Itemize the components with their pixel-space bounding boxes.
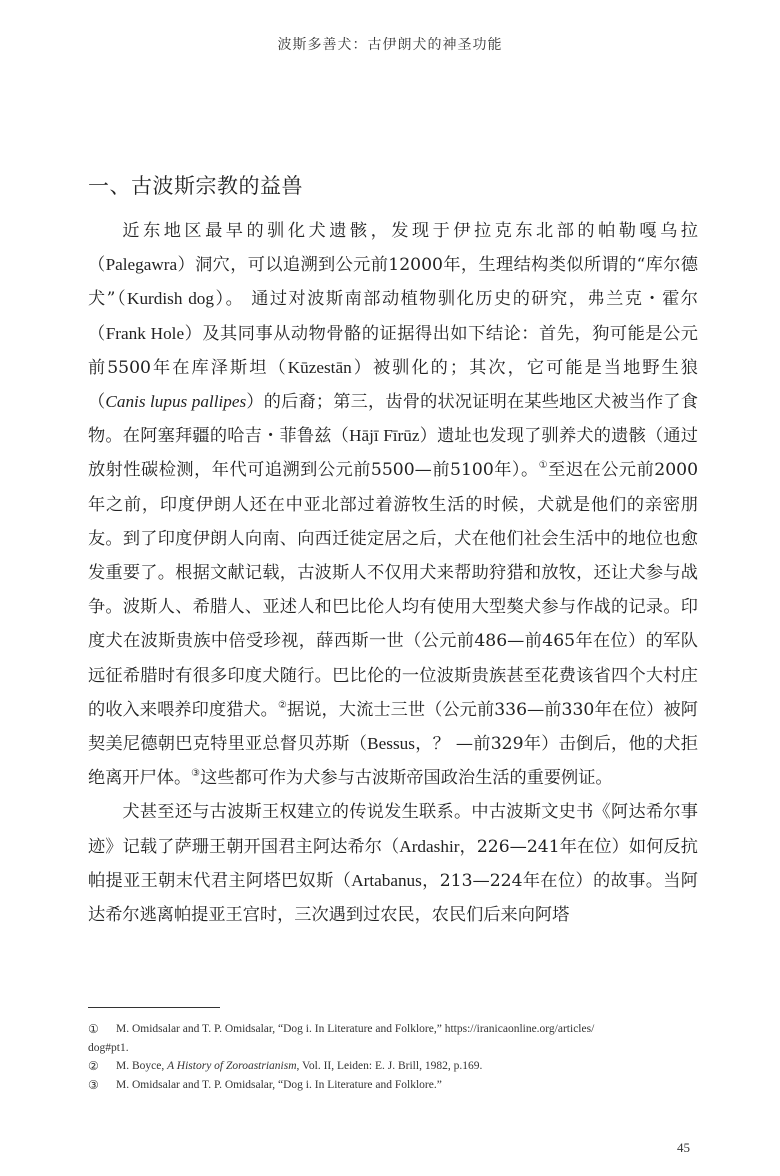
text-run: ）被驯化的；其次，它可能是当地野生狼（ — [88, 357, 698, 413]
footnote-ref-2[interactable]: ② — [277, 699, 287, 711]
text-run: ，213—224年在位）的故事。当阿达希尔逃离帕提亚王宫时，三次遇到过农民，农民们后来向阿塔 — [88, 870, 698, 926]
section-heading: 一、古波斯宗教的益兽 — [88, 174, 303, 198]
footnote-text: M. Omidsalar and T. P. Omidsalar, “Dog i. In Literature and Folklore,” https://iranicaonline.org/articles/ — [116, 1023, 595, 1035]
body-text — [88, 214, 698, 932]
book-title: A History of Zoroastrianism — [167, 1060, 297, 1072]
latin-term: Artabanus — [351, 870, 422, 890]
footnote-text: , Vol. II, Leiden: E. J. Brill, 1982, p.169. — [296, 1060, 483, 1072]
footnote-marker: ③ — [88, 1077, 99, 1092]
footnote-2 — [88, 1057, 700, 1076]
footnote-text-continuation: dog#pt1. — [88, 1041, 129, 1054]
latin-term: Kūzestān — [287, 357, 352, 377]
species-name: Canis lupus pallipes — [105, 392, 247, 412]
text-run: ，226—241年在位）如何反抗帕提亚王朝末代君主阿塔巴奴斯（ — [88, 836, 698, 891]
text-run: ）及其同事从动物骨骼的证据得出如下结论：首先，狗可能是公元前5500年在库泽斯坦（ — [88, 323, 698, 378]
text-run: 犬甚至还与古波斯王权建立的传说发生联系。中古波斯文史书《阿达希尔事迹》记载了萨珊王朝开国君主阿达希尔（ — [88, 802, 698, 857]
text-run: 这些都可作为犬参与古波斯帝国政治生活的重要例证。 — [200, 768, 613, 789]
footnote-3 — [88, 1076, 700, 1095]
text-run: ）。 通过对波斯南部动植物驯化历史的研究，弗兰克・霍尔（ — [88, 289, 698, 344]
text-run: ）遗址也发现了驯养犬的遗骸（通过放射性碳检测，年代可追溯到公元前5500—前5100年）。 — [88, 426, 698, 481]
latin-term: Hājī Fīrūz — [349, 426, 420, 446]
text-run: ）的后裔；第三，齿骨的状况证明在某些地区犬被当作了食物。在阿塞拜疆的哈吉・菲鲁兹（ — [88, 392, 698, 447]
latin-term: Ardashir — [399, 836, 460, 856]
running-head: 波斯多善犬：古伊朗犬的神圣功能 — [277, 37, 503, 53]
paragraph-1 — [88, 214, 698, 795]
text-run: 近东地区最早的驯化犬遗骸，发现于伊拉克东北部的帕勒嘎乌拉（ — [88, 221, 698, 276]
footnotes — [88, 1020, 700, 1094]
footnote-text: M. Omidsalar and T. P. Omidsalar, “Dog i. In Literature and Folklore.” — [116, 1078, 442, 1091]
footnote-ref-3[interactable]: ③ — [191, 768, 201, 780]
page-number: 45 — [677, 1140, 690, 1155]
footnote-1 — [88, 1020, 700, 1057]
footnote-marker: ② — [88, 1059, 99, 1073]
latin-term: Palegawra — [105, 255, 178, 275]
text-run: 至迟在公元前2000年之前，印度伊朗人还在中亚北部过着游牧生活的时候，犬就是他们的亲密朋友。到了印度伊朗人向南、向西迁徙定居之后，犬在他们社会生活中的地位也愈发重要了。根据文献记载，古波斯人不仅用犬来帮助狩猎和放牧，还让犬参与战争。波斯人、希腊人、亚述人和巴比伦人均有使用大型獒犬参与作战的记录。印度犬在波斯贵族中倍受珍视，薛西斯一世（公元前486—前465年在位）的军队远征希腊时有很多印度犬随行。巴比伦的一位波斯贵族甚至花费该省四个大村庄的收入来喂养印度猎犬。 — [88, 460, 699, 720]
text-run: 据说，大流士三世（公元前336—前330年在位）被阿契美尼德朝巴克特里亚总督贝苏斯（ — [88, 699, 698, 755]
footnote-text: M. Boyce, — [116, 1060, 168, 1072]
latin-term: Kurdish dog — [127, 289, 214, 309]
latin-term: Frank Hole — [105, 323, 185, 343]
paragraph-2 — [88, 795, 698, 932]
text-run: ，？ —前329年）击倒后，他的犬拒绝离开尸体。 — [88, 734, 698, 789]
footnote-divider — [88, 1007, 220, 1008]
footnote-ref-1[interactable]: ① — [538, 460, 549, 472]
footnote-marker: ① — [88, 1022, 99, 1036]
latin-term: Bessus — [367, 734, 415, 754]
text-run: ）洞穴，可以追溯到公元前12000年，生理结构类似所谓的“库尔德犬”（ — [88, 255, 698, 310]
